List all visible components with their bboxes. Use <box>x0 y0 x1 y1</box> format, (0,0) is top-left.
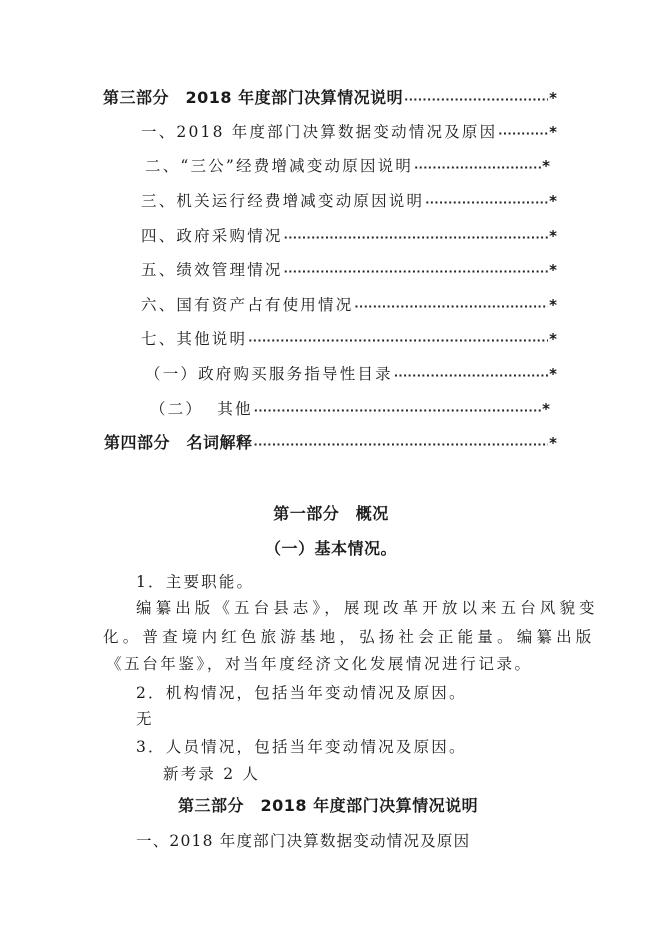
toc-entry-title: 五、绩效管理情况 <box>141 261 283 279</box>
toc-entry-part4[interactable] <box>104 433 557 455</box>
item1-paragraph-line1: 编纂出版《五台县志》，展现改革开放以来五台风貌变 <box>136 599 599 617</box>
toc-entry-section-2[interactable] <box>145 156 550 178</box>
toc-entry-title: 六、国有资产占有使用情况 <box>141 296 354 314</box>
toc-entry-title: 四、政府采购情况 <box>141 227 283 245</box>
toc-leader-dots <box>284 228 549 248</box>
toc-page-number: * <box>542 400 550 418</box>
item1-paragraph-line2: 化。普查境内红色旅游基地，弘扬社会正能量。编纂出版 <box>103 628 596 646</box>
part3-heading: 第三部分 2018 年度部门决算情况说明 <box>178 796 479 815</box>
toc-entry-title: 第四部分 名词解释 <box>104 433 253 452</box>
toc-page-number: * <box>549 261 557 279</box>
toc-page-number: * <box>549 227 557 245</box>
toc-entry-section-3[interactable] <box>141 191 557 213</box>
toc-leader-dots <box>404 90 548 110</box>
toc-leader-dots <box>414 158 541 178</box>
toc-entry-section-7[interactable] <box>141 329 557 351</box>
toc-leader-dots <box>425 193 548 213</box>
item3-label: 3．人员情况，包括当年变动情况及原因。 <box>136 738 467 756</box>
toc-leader-dots <box>394 366 548 386</box>
toc-page-number: * <box>549 192 557 210</box>
toc-entry-title: 一、2018 年度部门决算数据变动情况及原因 <box>141 123 498 141</box>
toc-entry-section-4[interactable] <box>141 226 557 248</box>
toc-entry-part3[interactable] <box>103 88 557 110</box>
toc-entry-title: （一）政府购买服务指导性目录 <box>145 365 393 383</box>
toc-leader-dots <box>254 435 549 455</box>
toc-page-number: * <box>549 123 557 141</box>
toc-entry-section-5[interactable] <box>141 260 557 282</box>
toc-page-number: * <box>549 296 557 314</box>
toc-entry-subsection-2[interactable] <box>150 399 550 421</box>
toc-entry-title: 二、“三公”经费增减变动原因说明 <box>145 157 414 175</box>
toc-entry-section-6[interactable] <box>141 295 557 317</box>
item1-label: 1．主要职能。 <box>136 573 255 591</box>
toc-page-number: * <box>549 330 557 348</box>
toc-entry-title: 三、机关运行经费增减变动原因说明 <box>141 192 425 210</box>
toc-leader-dots <box>248 331 548 351</box>
section1-heading: （一）基本情况。 <box>264 539 397 558</box>
toc-leader-dots <box>254 401 541 421</box>
part1-heading: 第一部分 概况 <box>273 504 389 523</box>
toc-entry-subsection-1[interactable] <box>145 364 557 386</box>
part3-section1-heading: 一、2018 年度部门决算数据变动情况及原因 <box>136 832 471 850</box>
toc-entry-title: （二） 其他 <box>150 400 253 418</box>
item3-value: 新考录 2 人 <box>163 765 261 783</box>
toc-page-number: * <box>549 89 557 107</box>
toc-page-number: * <box>549 434 557 452</box>
toc-entry-title: 七、其他说明 <box>141 330 248 348</box>
toc-entry-title: 第三部分 2018 年度部门决算情况说明 <box>103 88 404 107</box>
toc-entry-section-1[interactable] <box>141 122 557 144</box>
toc-leader-dots <box>354 297 548 317</box>
toc-page-number: * <box>542 157 550 175</box>
toc-leader-dots <box>284 262 549 282</box>
toc-page-number: * <box>549 365 557 383</box>
item2-label: 2．机构情况，包括当年变动情况及原因。 <box>136 684 467 702</box>
toc-leader-dots <box>498 124 548 144</box>
item2-value: 无 <box>136 710 154 728</box>
item1-paragraph-line3: 《五台年鉴》，对当年度经济文化发展情况进行记录。 <box>106 655 533 673</box>
